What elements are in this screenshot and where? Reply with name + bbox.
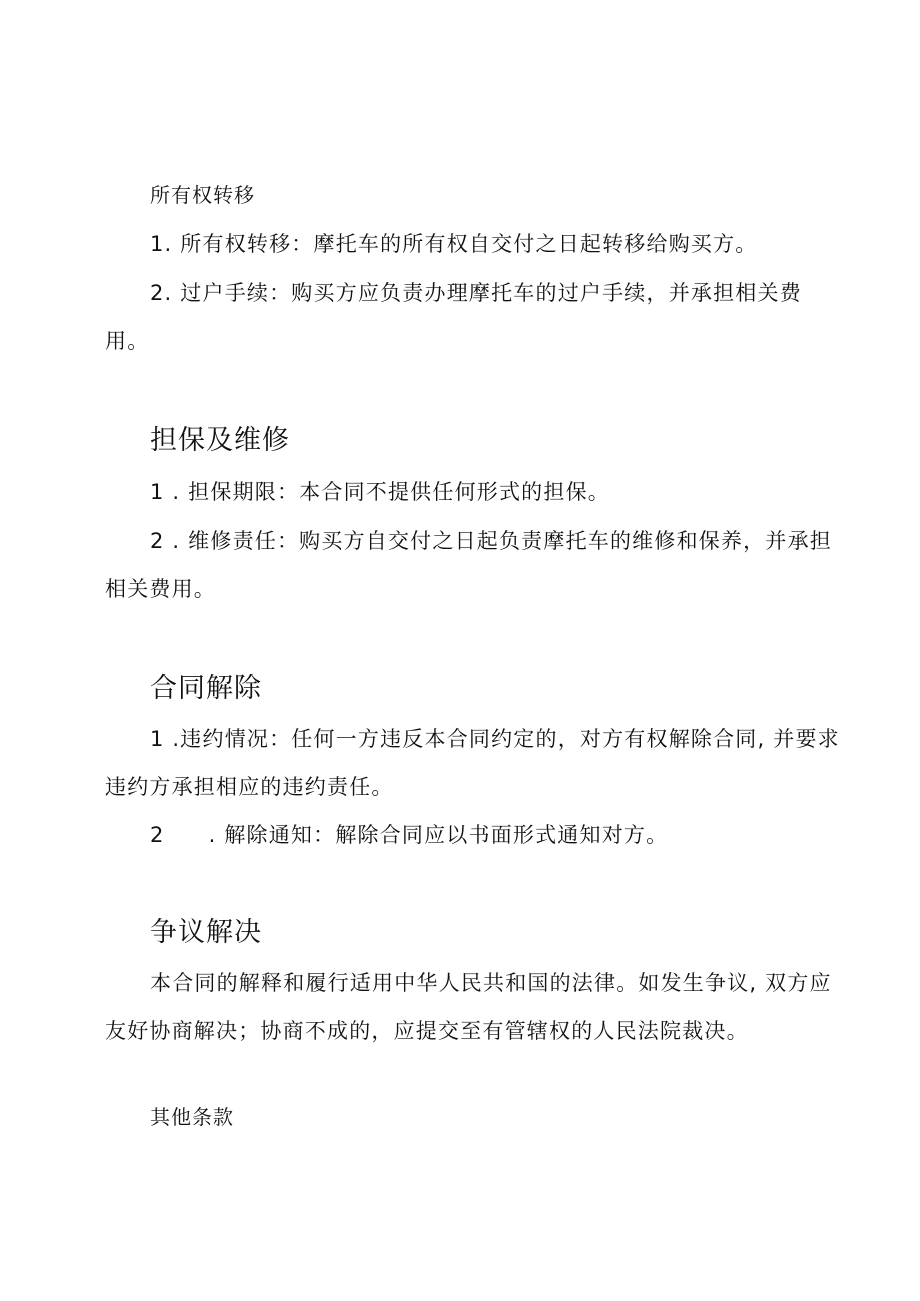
heading-warranty-maintenance: 担保及维修 [150, 425, 290, 456]
termination-item-2-number: 2 [150, 823, 165, 847]
termination-item-1-line-2: 违约方承担相应的违约责任。 [105, 775, 394, 799]
dispute-paragraph-line-2: 友好协商解决；协商不成的，应提交至有管辖权的人民法院裁决。 [105, 1019, 749, 1043]
ownership-item-2-line-2: 用。 [105, 329, 150, 353]
heading-other-terms: 其他条款 [150, 1105, 234, 1129]
heading-dispute-resolution: 争议解决 [150, 917, 262, 948]
ownership-item-1: 1. 所有权转移：摩托车的所有权自交付之日起转移给购买方。 [150, 232, 758, 256]
dispute-paragraph-line-1: 本合同的解释和履行适用中华人民共和国的法律。如发生争议, 双方应 [150, 971, 832, 995]
warranty-item-2-line-2: 相关费用。 [105, 577, 216, 601]
heading-ownership-transfer: 所有权转移 [150, 183, 255, 207]
ownership-item-2-line-1: 2. 过户手续：购买方应负责办理摩托车的过户手续，并承担相关费 [150, 281, 802, 305]
termination-item-1-line-1: 1 .违约情况：任何一方违反本合同约定的，对方有权解除合同, 并要求 [150, 727, 840, 751]
warranty-item-1: 1 . 担保期限：本合同不提供任何形式的担保。 [150, 480, 610, 504]
termination-item-2-text: . 解除通知：解除合同应以书面形式通知对方。 [208, 823, 669, 847]
termination-item-2 [150, 821, 668, 849]
heading-contract-termination: 合同解除 [150, 673, 262, 704]
warranty-item-2-line-1: 2 . 维修责任：购买方自交付之日起负责摩托车的维修和保养，并承担 [150, 529, 832, 553]
